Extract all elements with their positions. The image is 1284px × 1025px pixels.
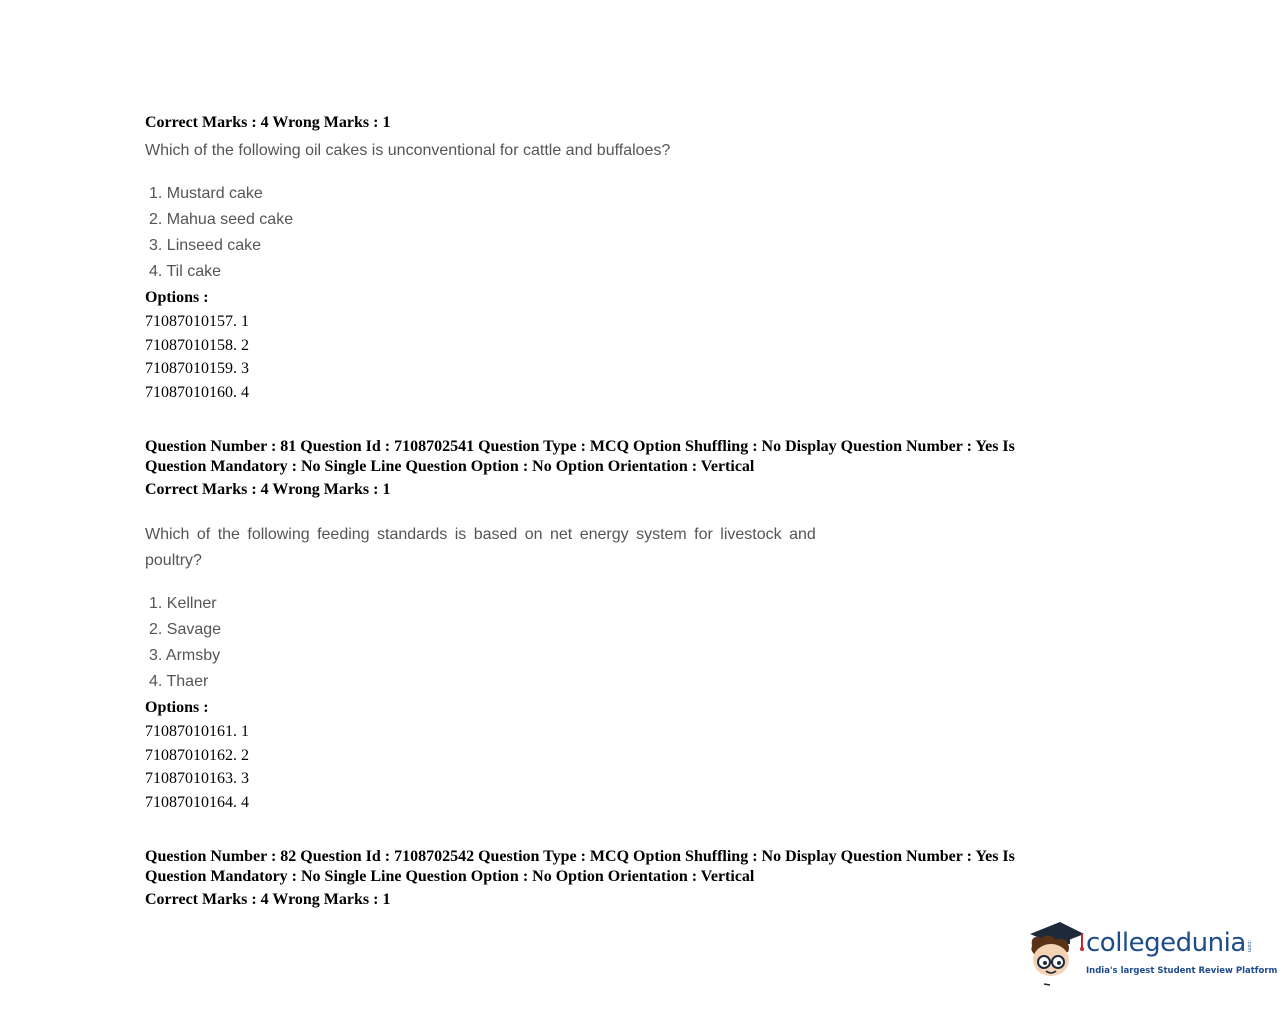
q80-choice-4: 4. Til cake — [149, 263, 222, 280]
q81-choice-1: 1. Kellner — [149, 595, 217, 612]
q80-option-1: 71087010157. 1 — [145, 313, 249, 330]
q82-header-line-2: Question Mandatory : No Single Line Question Option : No Option Orientation : Vertical — [145, 868, 755, 885]
collegedunia-logo — [1024, 918, 1278, 990]
q81-option-3: 71087010163. 3 — [145, 770, 249, 787]
q81-option-1: 71087010161. 1 — [145, 723, 249, 740]
q80-option-3: 71087010159. 3 — [145, 360, 249, 377]
q81-choice-2: 2. Savage — [149, 621, 222, 638]
logo-domain: .com — [1246, 940, 1252, 953]
q81-header-line-2: Question Mandatory : No Single Line Question Option : No Option Orientation : Vertical — [145, 458, 755, 475]
q81-option-2: 71087010162. 2 — [145, 747, 249, 764]
logo-tagline: India's largest Student Review Platform — [1086, 966, 1278, 976]
q81-question-line-1: Which of the following feeding standards is based on net energy system for livestock and — [145, 526, 816, 543]
q80-choice-3: 3. Linseed cake — [149, 237, 262, 254]
q81-options-label: Options : — [145, 699, 209, 716]
q81-option-4: 71087010164. 4 — [145, 794, 249, 811]
q81-header-line-1: Question Number : 81 Question Id : 7108702541 Question Type : MCQ Option Shuffling : No Display Question Number : Yes Is — [145, 438, 1015, 455]
q81-question-line-2: poultry? — [145, 552, 202, 569]
q81-marks: Correct Marks : 4 Wrong Marks : 1 — [145, 481, 391, 498]
q80-choice-2: 2. Mahua seed cake — [149, 211, 294, 228]
logo-wordmark: collegedunia — [1086, 928, 1246, 958]
q80-option-4: 71087010160. 4 — [145, 384, 249, 401]
q80-marks: Correct Marks : 4 Wrong Marks : 1 — [145, 114, 391, 131]
q82-header-line-1: Question Number : 82 Question Id : 7108702542 Question Type : MCQ Option Shuffling : No Display Question Number : Yes Is — [145, 848, 1015, 865]
q81-choice-4: 4. Thaer — [149, 673, 209, 690]
q80-option-2: 71087010158. 2 — [145, 337, 249, 354]
q81-choice-3: 3. Armsby — [149, 647, 221, 664]
graduate-mascot-icon — [1024, 918, 1086, 990]
q80-options-label: Options : — [145, 289, 209, 306]
q80-choice-1: 1. Mustard cake — [149, 185, 263, 202]
q80-question-text: Which of the following oil cakes is unconventional for cattle and buffaloes? — [145, 142, 671, 159]
q82-marks: Correct Marks : 4 Wrong Marks : 1 — [145, 891, 391, 908]
